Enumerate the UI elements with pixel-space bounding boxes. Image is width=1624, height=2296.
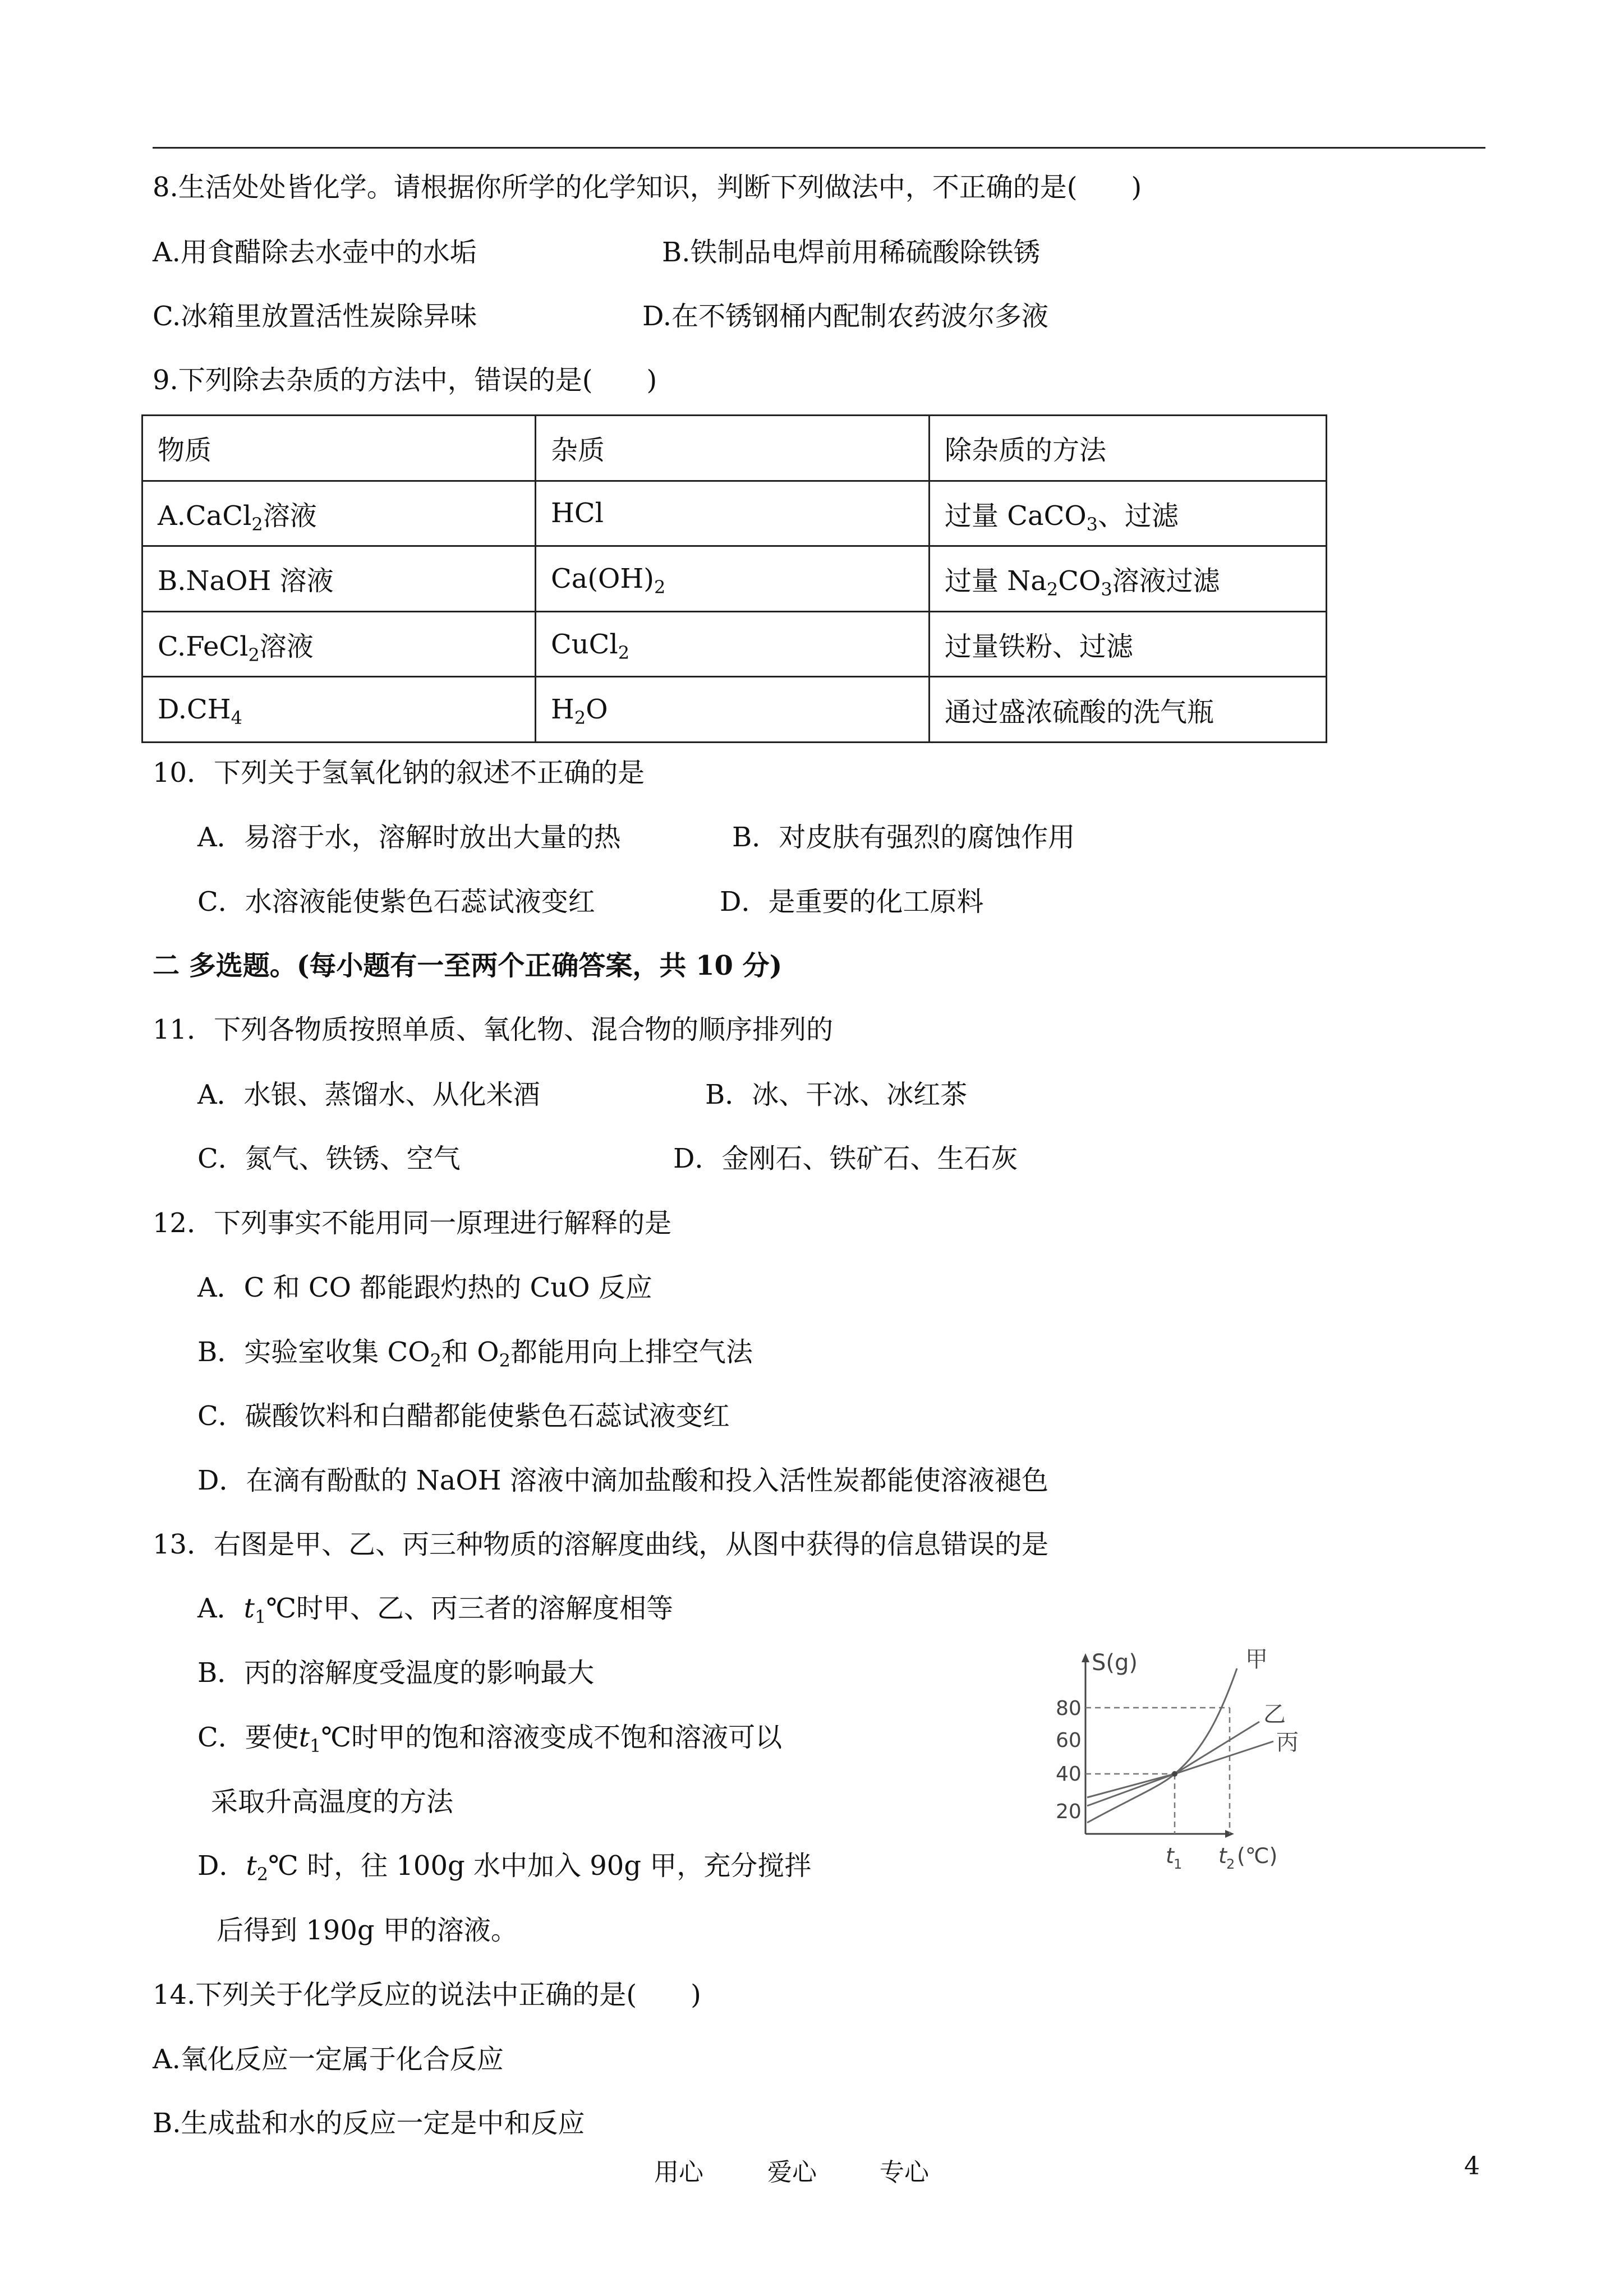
footer-word-2: 爱心	[767, 2158, 817, 2187]
curve-label-jia: 甲	[1245, 1647, 1268, 1672]
table-cell-impurity: CuCl$_2$	[535, 611, 929, 677]
table-cell-method: 过量 CaCO$_3$、过滤	[929, 481, 1326, 546]
q10-option-b: B．对皮肤有强烈的腐蚀作用	[732, 822, 1075, 853]
curve-yi	[1087, 1722, 1259, 1806]
footer-word-1: 用心	[654, 2158, 703, 2187]
q13-option-d-continued: 后得到 190g 甲的溶液。	[217, 1915, 518, 1946]
y-tick-40: 40	[1056, 1763, 1082, 1786]
q11-option-b: B．冰、干冰、冰红茶	[705, 1079, 968, 1110]
y-axis-arrow	[1082, 1653, 1089, 1662]
y-axis-label: S(g)	[1092, 1650, 1138, 1676]
q11-stem: 11．下列各物质按照单质、氧化物、混合物的顺序排列的	[153, 1014, 834, 1045]
curve-jia	[1087, 1668, 1237, 1823]
q9-stem: 9.下列除去杂质的方法中，错误的是( )	[153, 365, 657, 396]
section-heading: 二 多选题。(每小题有一至两个正确答案，共 10 分)	[153, 950, 783, 981]
y-tick-80: 80	[1056, 1697, 1082, 1720]
table-header-cell: 杂质	[535, 416, 929, 481]
q8-option-a: A.用食醋除去水壶中的水垢	[153, 237, 477, 268]
header-rule	[153, 147, 1485, 149]
q11-option-c: C．氮气、铁锈、空气	[197, 1143, 461, 1174]
intersection-point	[1172, 1771, 1177, 1777]
q10-stem: 10．下列关于氢氧化钠的叙述不正确的是	[153, 757, 645, 789]
table-header-cell: 除杂质的方法	[929, 416, 1326, 481]
table-header-cell: 物质	[142, 416, 536, 481]
table-cell-substance: A.CaCl$_2$溶液	[142, 481, 536, 546]
table-cell-impurity: $Ca(OH)_2$	[535, 546, 929, 612]
table-row	[142, 611, 1327, 677]
q14-option-a: A.氧化反应一定属于化合反应	[153, 2044, 504, 2075]
table-row	[142, 677, 1327, 743]
q12-option-d: D．在滴有酚酞的 NaOH 溶液中滴加盐酸和投入活性炭都能使溶液褪色	[197, 1465, 1048, 1496]
x-tick-t2: t	[1218, 1843, 1227, 1868]
x-axis-label: (℃)	[1237, 1843, 1278, 1868]
q8-option-b: B.铁制品电焊前用稀硫酸除铁锈	[662, 237, 1041, 268]
table-row	[142, 481, 1327, 546]
q12-stem: 12．下列事实不能用同一原理进行解释的是	[153, 1207, 672, 1239]
table-cell-impurity: $H_2O$	[535, 677, 929, 743]
table-row	[142, 546, 1327, 612]
curve-label-yi: 乙	[1263, 1702, 1286, 1727]
q10-option-a: A．易溶于水，溶解时放出大量的热	[197, 822, 621, 853]
q12-option-b: B．实验室收集 $CO_2$和 $O_2$都能用向上排空气法	[197, 1336, 753, 1371]
q13-option-b: B．丙的溶解度受温度的影响最大	[197, 1657, 595, 1689]
q13-stem: 13．右图是甲、乙、丙三种物质的溶解度曲线，从图中获得的信息错误的是	[153, 1529, 1049, 1560]
x-tick-t1: t	[1166, 1843, 1174, 1868]
q10-option-c: C．水溶液能使紫色石蕊试液变红	[197, 886, 595, 918]
q8-stem: 8.生活处处皆化学。请根据你所学的化学知识，判断下列做法中，不正确的是( )	[153, 172, 1142, 203]
y-tick-60: 60	[1056, 1729, 1082, 1752]
x-tick-t1-sub: 1	[1174, 1856, 1183, 1872]
q12-option-c: C．碳酸饮料和白醋都能使紫色石蕊试液变红	[197, 1400, 730, 1432]
footer-word-3: 专心	[880, 2158, 929, 2187]
solubility-graph	[1043, 1643, 1307, 1879]
table-cell-method: 过量铁粉、过滤	[929, 611, 1326, 677]
q8-option-d: D.在不锈钢桶内配制农药波尔多液	[642, 301, 1049, 332]
q13-option-c: C．要使$t_1℃$时甲的饱和溶液变成不饱和溶液可以	[197, 1722, 783, 1756]
q13-option-a: A．$t_1℃$时甲、乙、丙三者的溶解度相等	[197, 1593, 674, 1628]
q13-option-c-continued: 采取升高温度的方法	[211, 1786, 454, 1818]
table-cell-method: 通过盛浓硫酸的洗气瓶	[929, 677, 1326, 743]
page-number: 4	[1464, 2152, 1480, 2180]
q12-option-a: A．C 和 CO 都能跟灼热的 CuO 反应	[197, 1272, 652, 1303]
curve-label-bing: 丙	[1276, 1730, 1299, 1755]
q10-option-d: D．是重要的化工原料	[720, 886, 984, 918]
table-header-row	[142, 416, 1327, 481]
table-cell-method: 过量 $Na_2CO_3$溶液过滤	[929, 546, 1326, 612]
q8-option-c: C.冰箱里放置活性炭除异味	[153, 301, 477, 332]
table-cell-substance: B.NaOH 溶液	[142, 546, 536, 612]
q11-option-d: D．金刚石、铁矿石、生石灰	[673, 1143, 1018, 1174]
table-cell-impurity: HCl	[535, 481, 929, 546]
table-cell-substance: $D.CH_4$	[142, 677, 536, 743]
table-cell-substance: C.FeCl$_2$溶液	[142, 611, 536, 677]
y-tick-20: 20	[1056, 1800, 1082, 1823]
x-tick-t2-sub: 2	[1226, 1856, 1235, 1872]
q14-stem: 14.下列关于化学反应的说法中正确的是( )	[153, 1979, 701, 2011]
q13-option-d: D．$t_2℃$ 时，往 100g 水中加入 90g 甲，充分搅拌	[197, 1850, 812, 1885]
q11-option-a: A．水银、蒸馏水、从化米酒	[197, 1079, 540, 1110]
q14-option-b: B.生成盐和水的反应一定是中和反应	[153, 2108, 585, 2139]
q9-table	[141, 414, 1327, 743]
